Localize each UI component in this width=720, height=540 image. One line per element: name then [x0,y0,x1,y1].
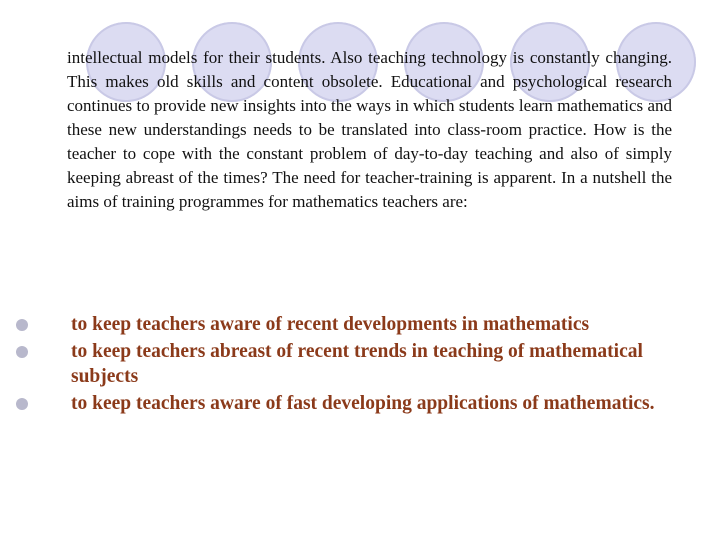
bullet-item [0,339,661,389]
bullet-marker-icon [16,398,28,410]
bullet-marker-icon [16,319,28,331]
bullet-marker-icon [16,346,28,358]
aims-bullet-list [0,312,720,418]
bullet-text: to keep teachers abreast of recent trends in teaching of mathematical subjects [71,341,643,387]
bullet-text: to keep teachers aware of recent developments in mathematics [71,314,590,335]
body-paragraph: intellectual models for their students. Also teaching technology is constantly changing. This makes old skills and content obsolete. Educational and psychological research continues to provide new insights into the ways in which students learn mathematics and these new understandings needs to be translated into class-room practice. How is the teacher to cope with the constant problem of day-to-day teaching and also of simply keeping abreast of the times? The need for teacher-training is apparent. In a nutshell the aims of training programmes for mathematics teachers are: [67,48,672,211]
bullet-item [0,312,661,337]
bullet-item [0,391,661,416]
bullet-text: to keep teachers aware of fast developing applications of mathematics. [71,393,655,414]
